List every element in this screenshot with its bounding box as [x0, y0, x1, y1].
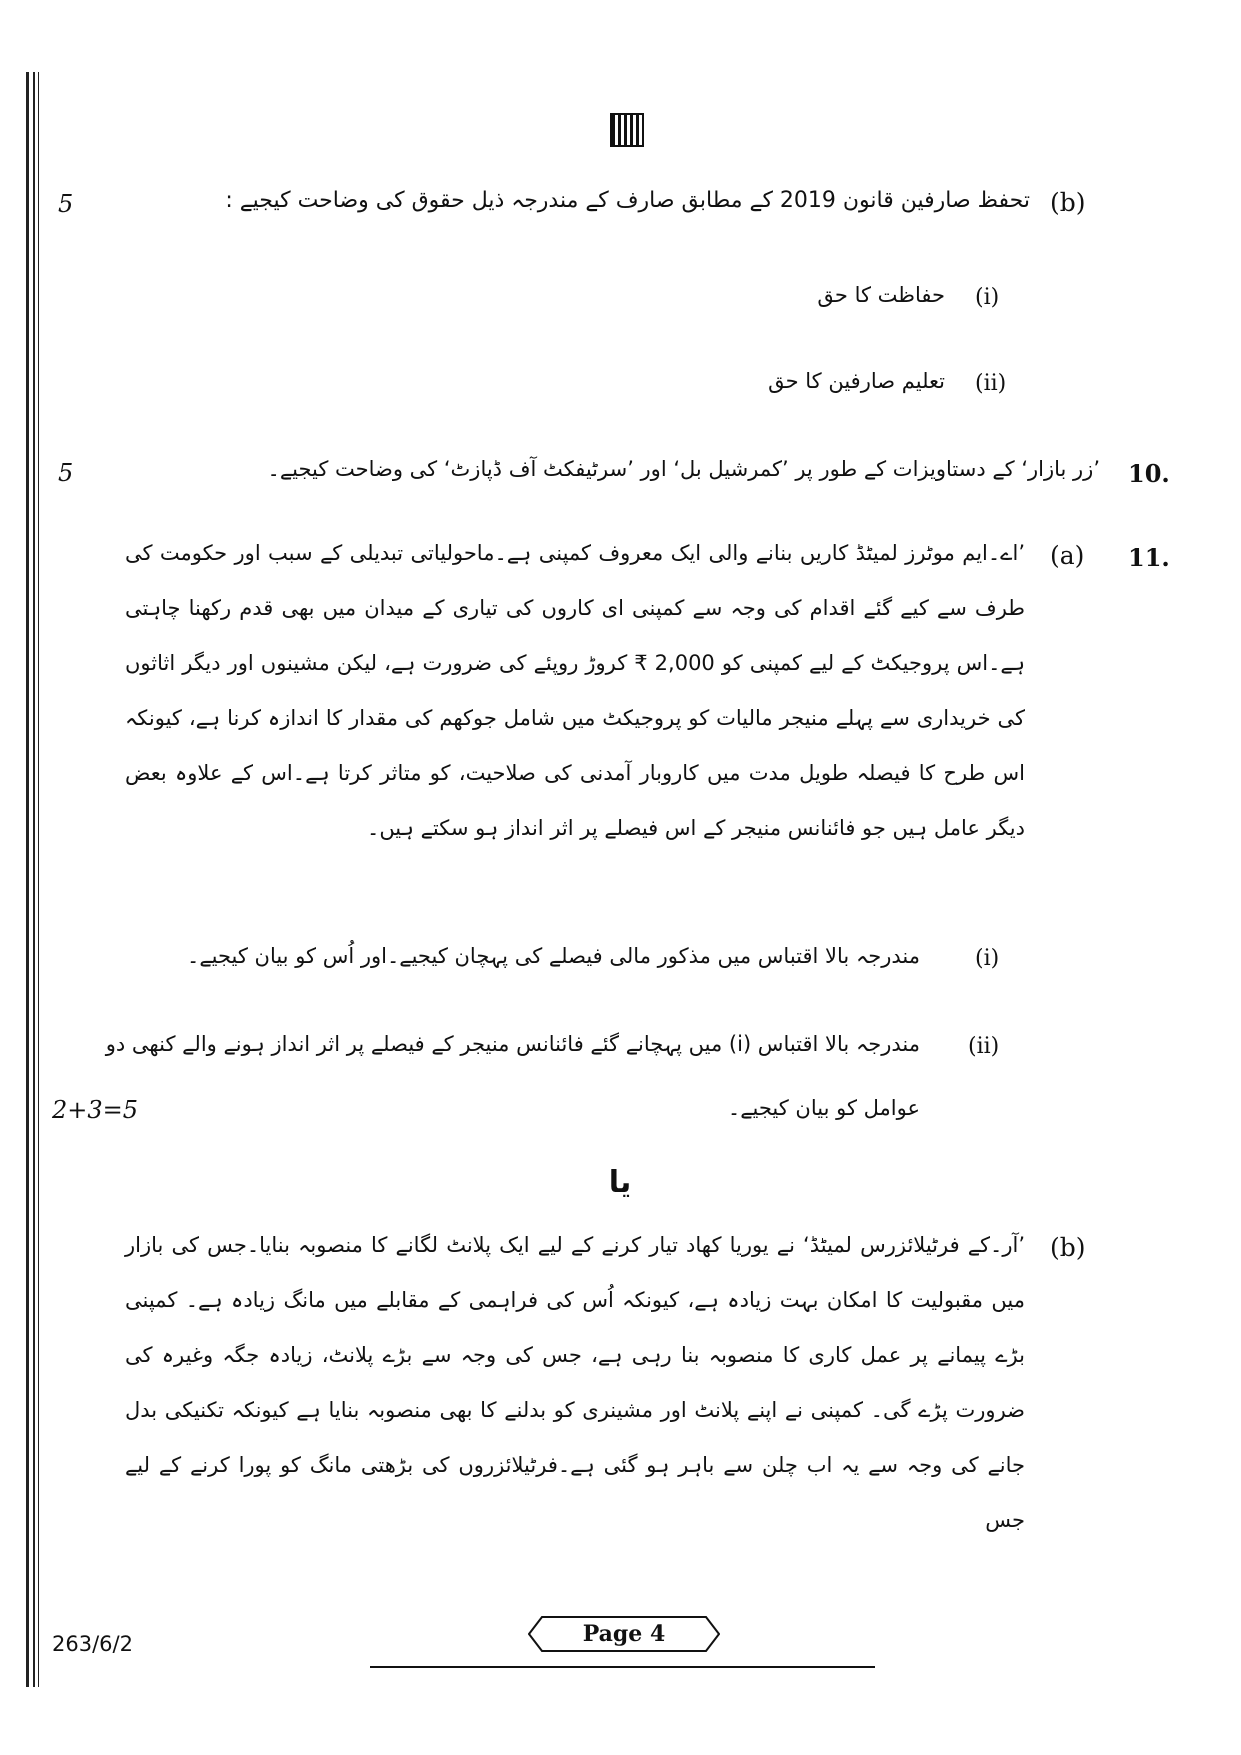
q9b-item-text: تعلیم صارفین کا حق [768, 369, 945, 393]
paper-code: 263/6/2 [52, 1632, 133, 1656]
q11a-item-text-continued: عوامل کو بیان کیجیے۔ [727, 1096, 920, 1120]
margin-rule [38, 72, 39, 1687]
q11b-passage: ’آر۔کے فرٹیلائزرس لمیٹڈ‘ نے یوریا کھاد تیار کرنے کے لیے ایک پلانٹ لگانے کا منصوبہ بنایا۔جس کی بازار میں مقبولیت کا امکان بہت زیادہ ہے، کیونکہ اُس کی فراہمی کے مقابلے میں مانگ زیادہ ہے۔ کمپنی بڑے پیمانے پر عمل کاری کا منصوبہ بنا رہی ہے، جس کی وجہ سے بڑے پلانٹ، زیادہ جگہ وغیرہ کی ضرورت پڑے گی۔ کمپنی نے اپنے پلانٹ اور مشینری کو بدلنے کا بھی منصوبہ بنایا ہے کیونکہ تکنیکی بدل جانے کی وجہ سے یہ اب چلن سے باہر ہو گئی ہے۔فرٹیلائزروں کی بڑھتی مانگ کو پورا کرنے کے لیے جس [125, 1233, 1025, 1532]
q11a-label: (a) [1050, 541, 1085, 570]
q9b-item-text: حفاظت کا حق [817, 283, 945, 307]
q9b-item-num: (i) [975, 285, 1000, 310]
q9b-item-num: (ii) [975, 371, 1007, 396]
q11a-item-num: (i) [975, 946, 1000, 971]
q11-number: 11. [1128, 543, 1170, 572]
footer-rule [370, 1666, 875, 1668]
q11a-passage: ’اے۔ایم موٹرز لمیٹڈ کاریں بنانے والی ایک معروف کمپنی ہے۔ماحولیاتی تبدیلی کے سبب اور حکومت کی طرف سے کیے گئے اقدام کی وجہ سے کمپنی ای کاروں کی تیاری کے میدان میں بھی قدم رکھنا چاہتی ہے۔اس پروجیکٹ کے لیے کمپنی کو 2,000 ₹ کروڑ روپئے کی ضرورت ہے، لیکن مشینوں اور دیگر اثاثوں کی خریداری سے پہلے منیجر مالیات کو پروجیکٹ میں شامل جوکھم کی مقدار کا اندازہ کرنا ہے، کیونکہ اس طرح کا فیصلہ طویل مدت میں کاروبار آمدنی کی صلاحیت، کو متاثر کرتا ہے۔اس کے علاوہ بعض دیگر عامل ہیں جو فائنانس منیجر کے اس فیصلے پر اثر انداز ہو سکتے ہیں۔ [125, 541, 1025, 840]
qr-code-icon [610, 113, 644, 147]
or-separator: یا [608, 1165, 632, 1200]
q10-text: ’زر بازار‘ کے دستاویزات کے طور پر ’کمرشیل بل‘ اور ’سرٹیفکٹ آف ڈپازٹ‘ کی وضاحت کیجیے۔ [267, 457, 1100, 481]
margin-rule [33, 72, 35, 1687]
q9b-marks: 5 [58, 190, 74, 218]
q11a-item-text: مندرجہ بالا اقتباس میں مذکور مالی فیصلے کی پہچان کیجیے۔اور اُس کو بیان کیجیے۔ [187, 944, 920, 968]
q11a-marks: 2+3=5 [52, 1096, 139, 1124]
margin-rule [26, 72, 29, 1687]
page-number: Page 4 [582, 1621, 666, 1647]
q10-marks: 5 [58, 459, 74, 487]
q11b-label: (b) [1050, 1233, 1086, 1262]
q11a-item-text: مندرجہ بالا اقتباس (i) میں پہچانے گئے فائنانس منیجر کے فیصلے پر اثر انداز ہونے والے کنھی دو [105, 1032, 920, 1056]
q11a-item-num: (ii) [968, 1034, 1000, 1059]
q9b-label: (b) [1050, 188, 1086, 217]
q10-number: 10. [1128, 459, 1170, 488]
page-number-badge [528, 1616, 720, 1652]
q9b-text: تحفظ صارفین قانون 2019 کے مطابق صارف کے مندرجہ ذیل حقوق کی وضاحت کیجیے : [225, 188, 1030, 213]
